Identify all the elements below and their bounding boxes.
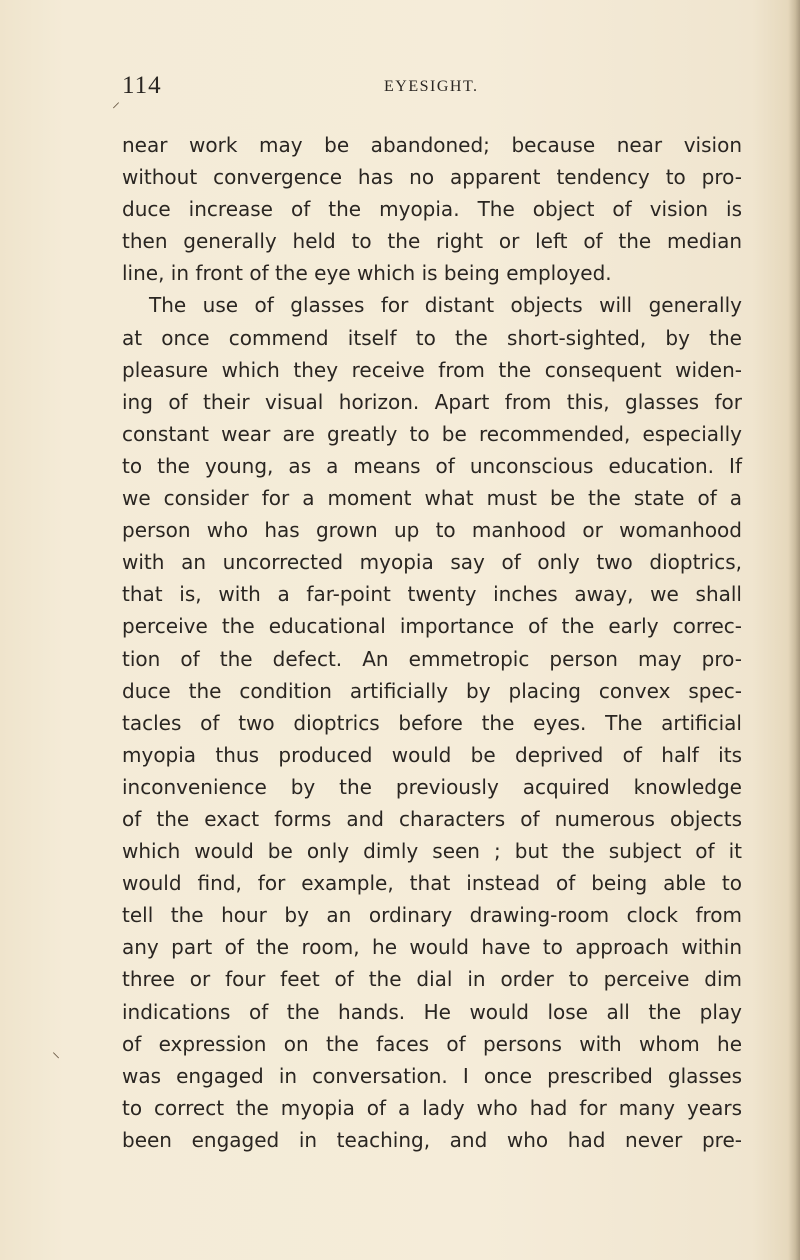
text-line: indications of the hands. He would lose all the play [122, 999, 742, 1024]
text-line: tion of the defect. An emmetropic person may pro- [122, 646, 742, 671]
text-line: tell the hour by an ordinary drawing-room clock from [122, 903, 742, 928]
text-line: without convergence has no apparent tendency to pro- [122, 165, 742, 190]
paragraph-first-line: The use of glasses for distant objects will generally [149, 293, 742, 318]
text-line: ing of their visual horizon. Apart from this, glasses for [122, 389, 742, 414]
text-line: inconvenience by the previously acquired knowledge [122, 774, 742, 799]
text-line: tacles of two dioptrics before the eyes. The artificial [122, 710, 742, 735]
stray-mark: ⸜ [52, 1042, 61, 1061]
text-line: to correct the myopia of a lady who had for many years [122, 1095, 742, 1120]
text-line: constant wear are greatly to be recommended, especially [122, 421, 742, 446]
running-head: EYESIGHT. [384, 78, 479, 95]
text-line: near work may be abandoned; because near vision [122, 133, 742, 157]
text-line: with an uncorrected myopia say of only two dioptrics, [122, 550, 742, 575]
text-line: we consider for a moment what must be the state of a [122, 486, 742, 511]
text-line: of the exact forms and characters of numerous objects [122, 806, 742, 831]
text-line: which would be only dimly seen ; but the subject of it [122, 839, 742, 864]
page-edge-shadow [788, 0, 800, 1260]
text-line: that is, with a far-point twenty inches away, we shall [122, 582, 742, 607]
text-line: duce the condition artificially by placing convex spec- [122, 678, 742, 703]
text-line: three or four feet of the dial in order to perceive dim [122, 967, 742, 992]
text-line: person who has grown up to manhood or womanhood [122, 518, 742, 543]
text-line: of expression on the faces of persons with whom he [122, 1031, 742, 1056]
text-line: at once commend itself to the short-sighted, by the [122, 325, 742, 350]
text-line: would find, for example, that instead of being able to [122, 871, 742, 896]
text-line: was engaged in conversation. I once prescribed glasses [122, 1063, 742, 1088]
text-line: then generally held to the right or left of the median [122, 229, 742, 254]
text-line: line, in front of the eye which is being employed. [122, 261, 612, 286]
text-line: perceive the educational importance of the early correc- [122, 614, 742, 639]
text-line: been engaged in teaching, and who had never pre- [122, 1127, 742, 1152]
page-header [122, 72, 742, 108]
text-line: pleasure which they receive from the consequent widen- [122, 357, 742, 382]
body-text [122, 129, 742, 1156]
text-line: duce increase of the myopia. The object of vision is [122, 197, 742, 222]
text-line: to the young, as a means of unconscious education. If [122, 453, 742, 478]
text-line: any part of the room, he would have to approach within [122, 935, 742, 960]
page-number: 114 [122, 72, 162, 99]
text-line: myopia thus produced would be deprived of half its [122, 742, 742, 767]
stray-mark: ⸝ [112, 92, 121, 111]
